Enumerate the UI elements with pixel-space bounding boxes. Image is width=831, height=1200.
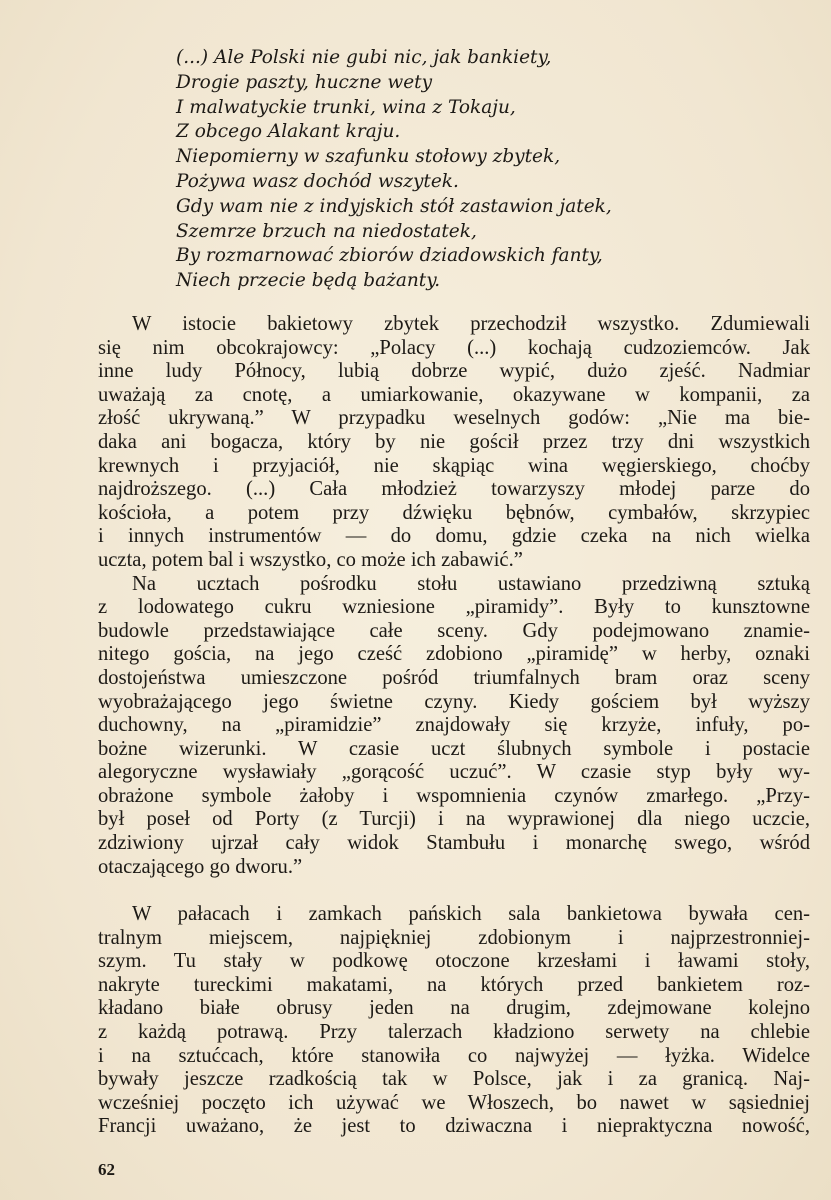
text-line: W istocie bakietowy zbytek przechodził wszystko. Zdumiewali xyxy=(132,313,810,335)
poem-line: Niech przecie będą bażanty. xyxy=(176,270,441,292)
poem-line: Szemrze brzuch na niedostatek, xyxy=(176,220,477,242)
text-line: obrażone symbole żałoby i wspomnienia czynów zmarłego. „Przy- xyxy=(98,784,810,807)
text-line: nakryte tureckimi makatami, na których przed bankietem roz- xyxy=(98,973,810,996)
poem-line: Z obcego Alakant kraju. xyxy=(176,121,401,143)
text-line: dostojeństwa umieszczone pośród triumfalnych bram oraz sceny xyxy=(98,666,810,689)
poem-line: Pożywa wasz dochód wszytek. xyxy=(176,170,459,192)
text-line: wcześniej poczęto ich używać we Włoszech, bo nawet w sąsiedniej xyxy=(98,1091,810,1114)
text-line: W pałacach i zamkach pańskich sala bankietowa bywała cen- xyxy=(132,903,810,925)
text-line: złość ukrywaną.” W przypadku weselnych godów: „Nie ma bie- xyxy=(98,407,810,430)
text-line: duchowny, na „piramidzie” znajdowały się krzyże, infuły, po- xyxy=(98,714,810,737)
text-line: był poseł od Porty (z Turcji) i na wyprawionej dla niego uczcie, xyxy=(98,808,810,831)
text-line: bożne wizerunki. W czasie uczt ślubnych symbole i postacie xyxy=(98,737,810,760)
poem-line: (...) Ale Polski nie gubi nic, jak bankiety, xyxy=(176,47,552,68)
text-line: bywały jeszcze rzadkością tak w Polsce, jak i za granicą. Naj- xyxy=(98,1068,810,1091)
text-line: i innych instrumentów — do domu, gdzie czeka na nich wielka xyxy=(98,525,810,548)
text-line: najdroższego. (...) Cała młodzież towarzyszy młodej parze do xyxy=(98,478,810,501)
text-line: budowle przedstawiające całe sceny. Gdy podejmowano znamie- xyxy=(98,619,810,642)
text-line: kościoła, a potem przy dźwięku bębnów, cymbałów, skrzypiec xyxy=(98,501,810,524)
text-line: otaczającego go dworu.” xyxy=(98,855,303,878)
poem-line: I malwatyckie trunki, wina z Tokaju, xyxy=(176,96,516,118)
text-line: i na sztućcach, które stanowiła co najwyżej — łyżka. Widelce xyxy=(98,1044,810,1067)
poem-excerpt xyxy=(176,46,736,294)
text-line: krewnych i przyjaciół, nie skąpiąc wina węgierskiego, choćby xyxy=(98,454,810,477)
text-line: daka ani bogacza, który by nie gościł przez trzy dni wszystkich xyxy=(98,430,810,453)
text-line: wyobrażającego jego świetne czyny. Kiedy gościem był wyższy xyxy=(98,690,810,713)
text-line: Na ucztach pośrodku stołu ustawiano przedziwną sztuką xyxy=(132,572,810,595)
body-text-block-2 xyxy=(98,903,810,1139)
page-number: 62 xyxy=(98,1160,115,1179)
text-line: alegoryczne wysławiały „gorącość uczuć”. W czasie styp były wy- xyxy=(98,761,810,784)
text-line: kładano białe obrusy jeden na drugim, zdejmowane kolejno xyxy=(98,997,810,1020)
poem-line: By rozmarnować zbiorów dziadowskich fanty, xyxy=(176,245,603,267)
poem-line: Gdy wam nie z indyjskich stół zastawion jatek, xyxy=(176,195,612,217)
body-text-block-1 xyxy=(98,313,810,879)
text-line: nitego gościa, na jego cześć zdobiono „piramidę” w herby, oznaki xyxy=(98,643,810,666)
text-line: z każdą potrawą. Przy talerzach kładziono serwety na chlebie xyxy=(98,1020,810,1043)
text-line: szym. Tu stały w podkowę otoczone krzesłami i ławami stoły, xyxy=(98,950,810,973)
text-line: inne ludy Północy, lubią dobrze wypić, dużo zjeść. Nadmiar xyxy=(98,360,810,383)
text-line: tralnym miejscem, najpiękniej zdobionym i najprzestronniej- xyxy=(98,926,810,949)
text-line: uczta, potem bal i wszystko, co może ich zabawić.” xyxy=(98,548,523,571)
text-line: z lodowatego cukru wzniesione „piramidy”. Były to kunsztowne xyxy=(98,596,810,619)
poem-line: Niepomierny w szafunku stołowy zbytek, xyxy=(176,146,561,168)
text-line: się nim obcokrajowcy: „Polacy (...) kochają cudzoziemców. Jak xyxy=(98,336,810,359)
text-line: uważają za cnotę, a umiarkowanie, okazywane w kompanii, za xyxy=(98,383,810,406)
text-line: zdziwiony ujrzał cały widok Stambułu i monarchę swego, wśród xyxy=(98,832,810,855)
poem-line: Drogie paszty, huczne wety xyxy=(176,71,433,93)
text-line: Francji uważano, że jest to dziwaczna i niepraktyczna nowość, xyxy=(98,1115,810,1138)
